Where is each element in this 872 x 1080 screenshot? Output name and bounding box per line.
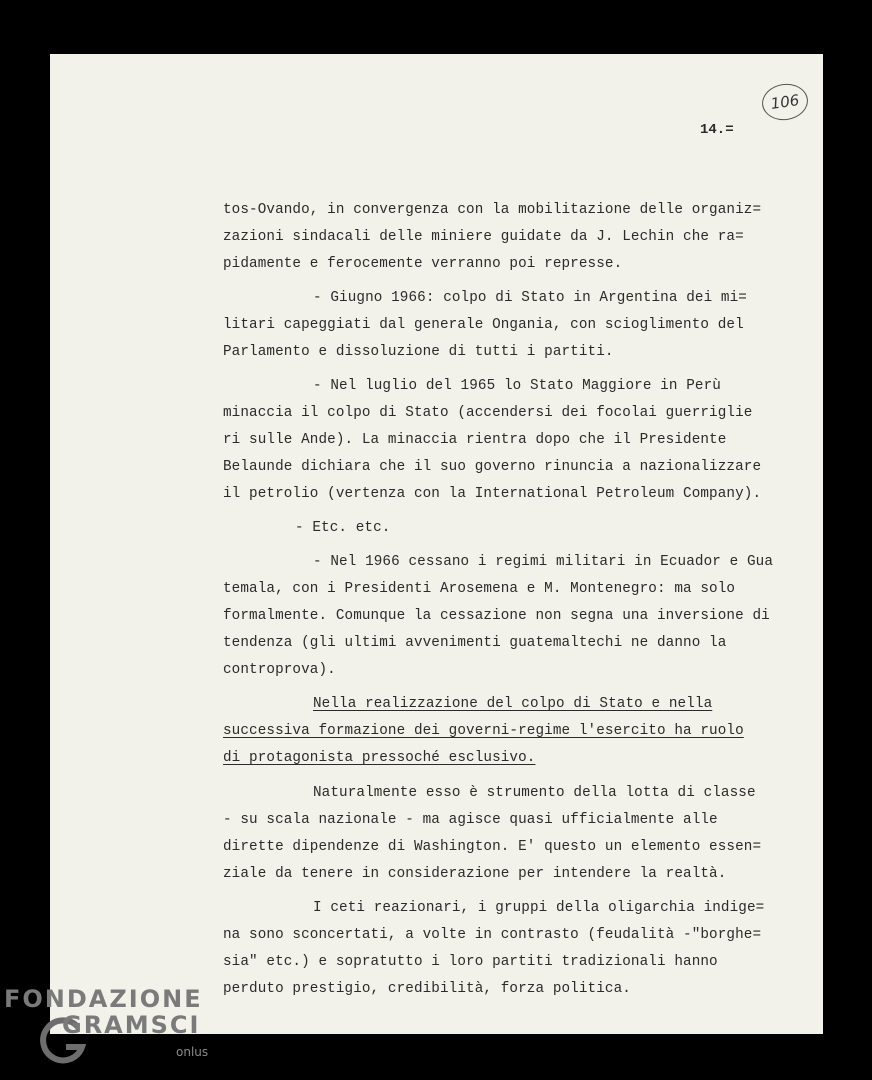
text-line: ziale da tenere in considerazione per intendere la realtà. xyxy=(223,866,727,882)
text-line: - Nel 1966 cessano i regimi militari in Ecuador e Gua xyxy=(313,554,774,570)
text-line: Parlamento e dissoluzione di tutti i partiti. xyxy=(223,344,614,360)
watermark-line-3: onlus xyxy=(176,1045,209,1059)
text-line: perduto prestigio, credibilità, forza politica. xyxy=(223,981,631,997)
document-page xyxy=(50,54,823,1034)
text-line: pidamente e ferocemente verranno poi represse. xyxy=(223,256,623,272)
text-line: tos-Ovando, in convergenza con la mobilitazione delle organiz= xyxy=(223,202,762,218)
text-line: controprova). xyxy=(223,662,336,678)
page-number: 14.= xyxy=(700,122,734,138)
text-line: formalmente. Comunque la cessazione non segna una inversione di xyxy=(223,608,770,624)
text-line: - Nel luglio del 1965 lo Stato Maggiore in Perù xyxy=(313,378,721,394)
watermark-line-2: GRAMSCI xyxy=(62,1011,201,1039)
text-line: temala, con i Presidenti Arosemena e M. Montenegro: ma solo xyxy=(223,581,736,597)
text-line: - Etc. etc. xyxy=(295,520,391,536)
underlined-line: Nella realizzazione del colpo di Stato e nella xyxy=(313,696,713,712)
watermark-line-1: FONDAZIONE xyxy=(4,985,203,1013)
text-line: I ceti reazionari, i gruppi della oligarchia indige= xyxy=(313,900,765,916)
folio-number: 106 xyxy=(760,81,811,123)
text-line: il petrolio (vertenza con la International Petroleum Company). xyxy=(223,486,762,502)
underlined-line: successiva formazione dei governi-regime l'esercito ha ruolo xyxy=(223,723,744,739)
text-line: Naturalmente esso è strumento della lotta di classe xyxy=(313,785,756,801)
text-line: - Giugno 1966: colpo di Stato in Argentina dei mi= xyxy=(313,290,747,306)
text-line: tendenza (gli ultimi avvenimenti guatemaltechi ne danno la xyxy=(223,635,727,651)
text-line: - su scala nazionale - ma agisce quasi ufficialmente alle xyxy=(223,812,718,828)
fondazione-gramsci-watermark xyxy=(4,985,209,1059)
text-line: minaccia il colpo di Stato (accendersi dei focolai guerriglie xyxy=(223,405,753,421)
text-line: Belaunde dichiara che il suo governo rinuncia a nazionalizzare xyxy=(223,459,762,475)
text-line: ri sulle Ande). La minaccia rientra dopo che il Presidente xyxy=(223,432,727,448)
underlined-line: di protagonista pressoché esclusivo. xyxy=(223,750,536,766)
text-line: dirette dipendenze di Washington. E' questo un elemento essen= xyxy=(223,839,762,855)
text-line: litari capeggiati dal generale Ongania, con scioglimento del xyxy=(223,317,744,333)
text-line: zazioni sindacali delle miniere guidate da J. Lechin che ra= xyxy=(223,229,744,245)
text-line: sia" etc.) e sopratutto i loro partiti tradizionali hanno xyxy=(223,954,718,970)
text-line: na sono sconcertati, a volte in contrasto (feudalità -"borghe= xyxy=(223,927,762,943)
